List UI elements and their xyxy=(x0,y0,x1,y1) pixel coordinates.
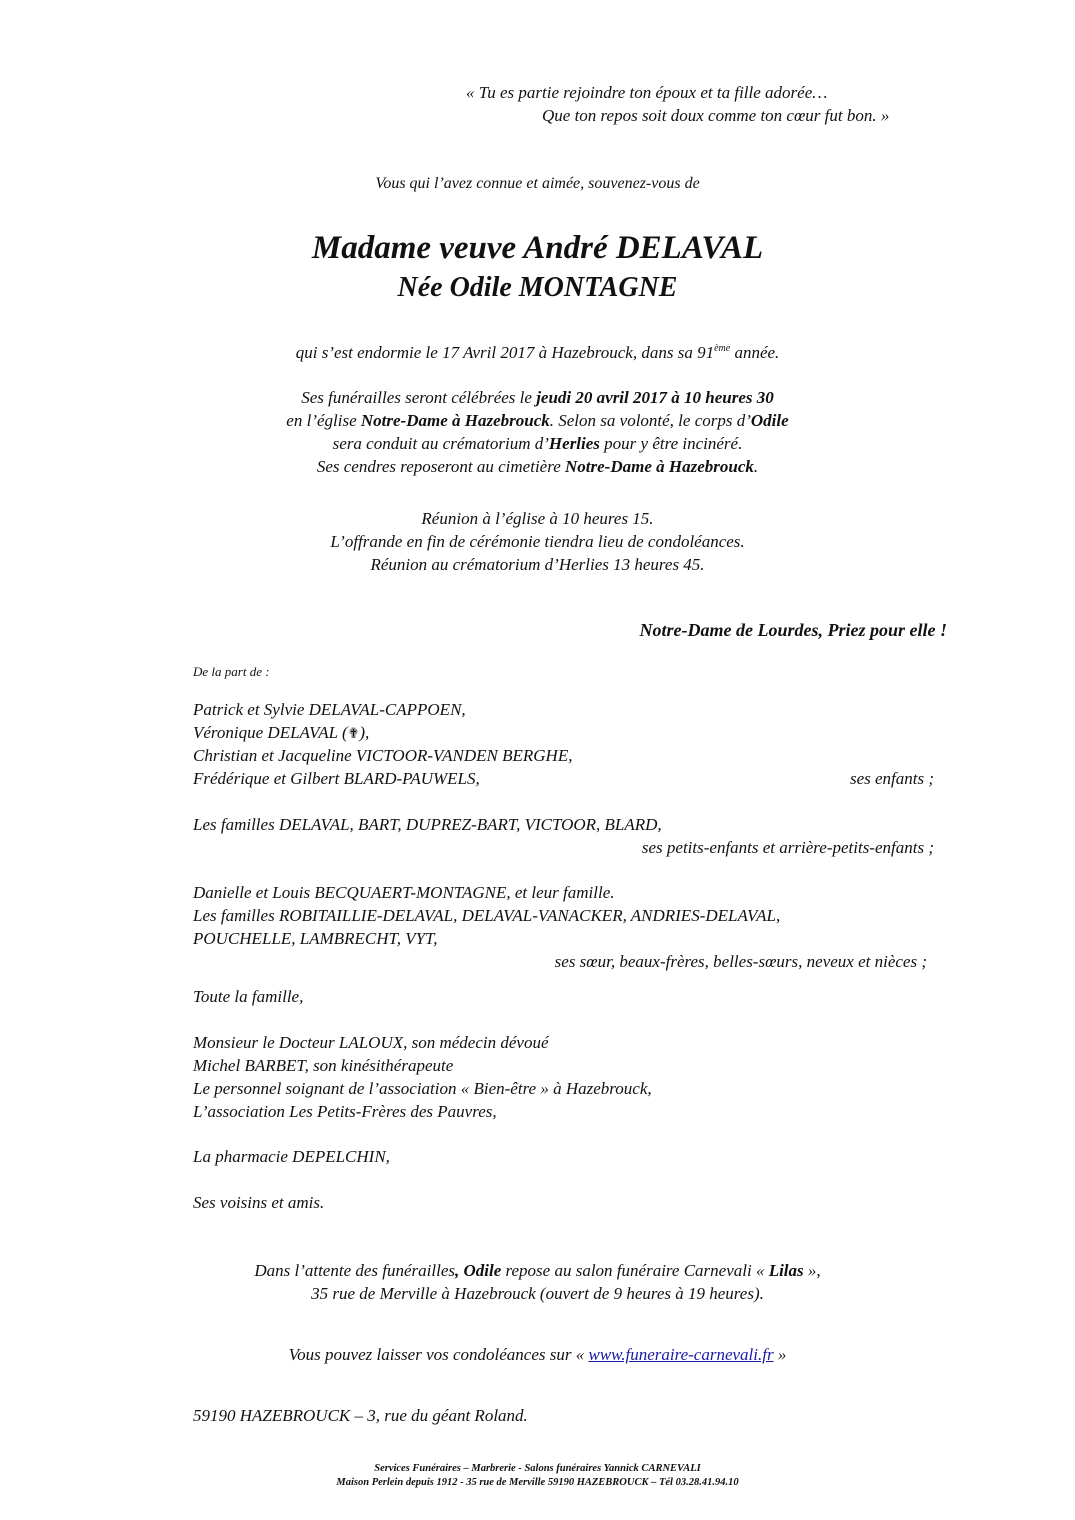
child-entry: Christian et Jacqueline VICTOOR-VANDEN BERGHE, xyxy=(193,746,573,765)
salon-name: Lilas xyxy=(768,1261,804,1280)
prayer: Notre-Dame de Lourdes, Priez pour elle ! xyxy=(639,620,947,640)
death-info xyxy=(0,341,1075,364)
schedule-line: Réunion à l’église à 10 heures 15. xyxy=(421,509,654,528)
grandchildren-relation: ses petits-enfants et arrière-petits-enfants ; xyxy=(641,838,934,857)
funeral-date: jeudi 20 avril 2017 à 10 heures 30 xyxy=(536,388,774,407)
neighbours-text: Ses voisins et amis. xyxy=(193,1193,325,1212)
funeral-text: . Selon sa volonté, le corps d’ xyxy=(549,411,751,430)
caregiver-entry: L’association Les Petits-Frères des Pauvres, xyxy=(193,1102,497,1121)
child-entry: Patrick et Sylvie DELAVAL-CAPPOEN, xyxy=(193,700,466,719)
condolences-line xyxy=(0,1343,1075,1366)
family-text: Toute la famille, xyxy=(193,987,304,1006)
funeral-line-3 xyxy=(0,432,1075,455)
children-relation: ses enfants ; xyxy=(849,769,934,788)
viewing-text: Dans l’attente des funérailles xyxy=(254,1261,455,1280)
sibling-entry: POUCHELLE, LAMBRECHT, VYT, xyxy=(193,929,438,948)
intro-text: Vous qui l’avez connue et aimée, souvenez-vous de xyxy=(375,175,700,192)
death-info-text: qui s’est endormie le 17 Avril 2017 à Hazebrouck, dans sa 91 xyxy=(295,343,715,362)
death-info-end: année. xyxy=(730,343,780,362)
viewing-line-2: 35 rue de Merville à Hazebrouck (ouvert de 9 heures à 19 heures). xyxy=(311,1284,764,1303)
church-name: Notre-Dame à Hazebrouck xyxy=(360,411,550,430)
schedule-line: Réunion au crématorium d’Herlies 13 heures 45. xyxy=(370,555,705,574)
caregiver-entry: Michel BARBET, son kinésithérapeute xyxy=(193,1056,454,1075)
deceased-maiden-name: Née Odile MONTAGNE xyxy=(397,272,678,303)
child-name-end: ), xyxy=(359,723,370,742)
viewing-text: », xyxy=(803,1261,821,1280)
viewing-text: repose au salon funéraire Carnevali « xyxy=(501,1261,769,1280)
child-entry: Frédérique et Gilbert BLARD-PAUWELS, xyxy=(193,769,480,788)
grandchildren-names: Les familles DELAVAL, BART, DUPREZ-BART, VICTOOR, BLARD, xyxy=(193,815,662,834)
funeral-text: Ses cendres reposeront au cimetière xyxy=(316,457,566,476)
first-name: Odile xyxy=(750,411,789,430)
pharmacy-text: La pharmacie DEPELCHIN, xyxy=(193,1147,390,1166)
funeral-line-4 xyxy=(0,455,1075,478)
sibling-entry: Les familles ROBITAILLIE-DELAVAL, DELAVAL-VANACKER, ANDRIES-DELAVAL, xyxy=(193,906,781,925)
funeral-line-2 xyxy=(0,409,1075,432)
epitaph-line-2: Que ton repos soit doux comme ton cœur fut bon. » xyxy=(542,106,890,125)
funeral-text: Ses funérailles seront célébrées le xyxy=(301,388,537,407)
cross-icon: ✟ xyxy=(347,727,360,742)
first-name: , Odile xyxy=(455,1261,502,1280)
condolences-text: » xyxy=(773,1345,787,1364)
from-label: De la part de : xyxy=(193,664,270,679)
epitaph-line-1: « Tu es partie rejoindre ton époux et ta fille adorée… xyxy=(466,83,828,102)
caregiver-entry: Le personnel soignant de l’association « Bien-être » à Hazebrouck, xyxy=(193,1079,652,1098)
funeral-text: . xyxy=(753,457,759,476)
footer-line-1: Services Funéraires – Marbrerie - Salons funéraires Yannick CARNEVALI xyxy=(374,1463,701,1474)
siblings-relation: ses sœur, beaux-frères, belles-sœurs, neveux et nièces ; xyxy=(554,952,927,971)
crematorium-place: Herlies xyxy=(548,434,600,453)
sibling-entry: Danielle et Louis BECQUAERT-MONTAGNE, et leur famille. xyxy=(193,883,615,902)
funeral-text: sera conduit au crématorium d’ xyxy=(332,434,549,453)
cemetery-name: Notre-Dame à Hazebrouck xyxy=(565,457,754,476)
child-name: Véronique DELAVAL ( xyxy=(193,723,348,742)
condolences-link[interactable]: www.funeraire-carnevali.fr xyxy=(588,1345,774,1364)
funeral-text: en l’église xyxy=(286,411,361,430)
condolences-text: Vous pouvez laisser vos condoléances sur « xyxy=(288,1345,589,1364)
viewing-line-1 xyxy=(0,1259,1075,1282)
child-entry xyxy=(193,721,369,746)
ordinal-suffix: ème xyxy=(714,343,731,354)
funeral-text: pour y être incinéré. xyxy=(599,434,743,453)
address-text: 59190 HAZEBROUCK – 3, rue du géant Roland. xyxy=(193,1406,528,1425)
footer-line-2: Maison Perlein depuis 1912 - 35 rue de Merville 59190 HAZEBROUCK – Tél 03.28.41.94.10 xyxy=(336,1477,739,1488)
schedule-line: L’offrande en fin de cérémonie tiendra lieu de condoléances. xyxy=(330,532,745,551)
funeral-line-1 xyxy=(0,386,1075,409)
deceased-name: Madame veuve André DELAVAL xyxy=(311,230,764,266)
caregiver-entry: Monsieur le Docteur LALOUX, son médecin dévoué xyxy=(193,1033,549,1052)
